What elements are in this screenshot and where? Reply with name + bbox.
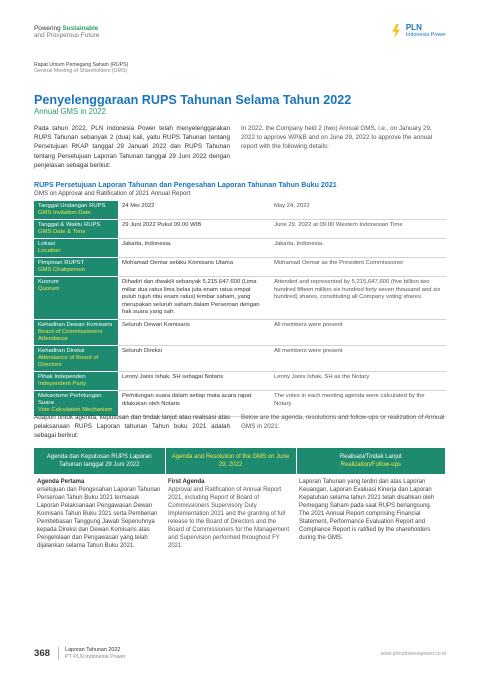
agenda-header-col3-en: Realization/Follow-ups (340, 462, 401, 468)
agenda-header-col3 (296, 448, 446, 474)
footer-url[interactable]: www.plnindonesiapower.co.id (380, 651, 446, 657)
detail-label-id: Kuorum (38, 279, 59, 285)
detail-label-en: Quorum (38, 286, 60, 292)
agenda-text-id: ersetujuan dan Pengesahan Laporan Tahunan Perseroan Tahun Buku 2021 termasuk Laporan Pelaksanaan Pengawasan Dewan Komisaris Tahun Buku 2021 serta Pemberian Pembebasan Tanggung Jawab Sepenuhnya kepada Direksi dan Dewan Komisaris atas Pengelolaan dan Pengawasan yang telah dijalankan selama Tahun Buku 2021. (37, 487, 161, 549)
detail-label-id: Tanggal Undangan RUPS (38, 203, 106, 209)
agenda-header-col2: Agenda and Resolution of the GMS on June 29, 2022 (165, 448, 296, 474)
detail-label-id: Mekanisme Perhitungan Suara (38, 392, 102, 406)
intro-text-id: Pada tahun 2022, PLN Indonesia Power telah menyelenggarakan RUPS Tahunan sebanyak 2 (dua) kali, yaitu RUPS Tahunan tentang Persetujuan RKAP tanggal 29 Januari 2022 dan RUPS Tahunan tentang Persetujuan Laporan Tahunan tanggal 29 Juni 2022 dengan penjelasan sebagai berikut: (34, 125, 230, 169)
tagline-prefix: Powering (34, 25, 63, 32)
detail-value-en: Attended and represented by 5,215,647,600 (five billion two hundred fifteen million six hundred forty seven thousand and six hundred) shares, constituting all Company voting shares. (270, 277, 446, 320)
detail-label-en: Location (38, 248, 61, 254)
agenda-intro-en: Below are the agenda, resolutions and follow-ups or realization of Annual GMS in 2021: (241, 414, 445, 431)
logo-sub: Indonesia Power (405, 32, 446, 38)
gms-details-table (34, 201, 446, 417)
detail-row (34, 319, 446, 345)
detail-value-en: Mohamad Oemar as the President Commissioner (270, 258, 446, 277)
detail-label (34, 371, 118, 390)
detail-value-en: All members were present (270, 345, 446, 371)
detail-label-id: Lokasi (38, 241, 56, 247)
detail-value-en: Lenny Janis Ishak, SH as the Notary (270, 371, 446, 390)
logo-name: PLN (405, 23, 422, 32)
breadcrumb-id: Rapat Umum Pemegang Saham (RUPS) (34, 62, 129, 68)
detail-label-en: GMS Date & Time (38, 229, 86, 235)
detail-row (34, 345, 446, 371)
detail-label-id: Kehadiran Direksi (38, 347, 85, 354)
page-footer (34, 647, 125, 660)
detail-label (34, 345, 118, 371)
agenda-text-en: Approval and Ratification of Annual Report 2021, including Report of Board of Commissioners Supervisory Duty Implementation 2021 and the granting of full release to the Board of Directors and the Board of Commissioners for the Management and Supervision performed throughout FY 2021 (168, 487, 290, 549)
agenda-cell-id (34, 474, 165, 554)
detail-label (34, 239, 118, 258)
detail-value-en: The votes in each meeting agenda were calculated by the Notary (270, 390, 446, 416)
detail-label-id: Pimpinan RUPST (38, 260, 85, 266)
detail-label (34, 277, 118, 320)
detail-row (34, 258, 446, 277)
detail-label-en: Independent Party (38, 380, 87, 387)
agenda-cell-realization: Laporan Tahunan yang terdiri dari atas Laporan Keuangan, Laporan Evaluasi Kinerja dan Laporan Kepatuhan selama tahun 2021 telah disahkan oleh Pemegang Saham pada saat RUPS berlangsung. The 2021 Annual Report comprising Financial Statement, Performance Evaluation Report and Compliance Report is ratified by the shareholders during the GMS. (299, 479, 435, 541)
page-subtitle: Annual GMS in 2022 (34, 107, 106, 116)
breadcrumb-en: General Meeting of Shareholders (GMS) (34, 68, 128, 75)
detail-label-id: Kehadiran Dewan Komisaris (38, 321, 113, 328)
agenda-heading-en: First Agenda (168, 479, 205, 485)
agenda-intro-id: Adapun untuk agenda, keputusan dan tindak lanjut atau realisasi atas pelaksanaan RUPS Laporan tahunan Tahun buku 2021 adalah sebagai berikut: (34, 414, 230, 440)
footer-book-title: Laporan Tahunan 2022 (65, 647, 121, 654)
detail-value-en: June 29, 2022 at 09.00 Western Indonesian Time (270, 220, 446, 239)
agenda-heading-id: Agenda Pertama (37, 479, 85, 485)
detail-value-en: May 24, 2022 (270, 201, 446, 220)
detail-label (34, 319, 118, 345)
agenda-cell-en (165, 474, 296, 554)
agenda-row (34, 474, 446, 554)
detail-label-en: GMS Chairperson (38, 267, 86, 273)
detail-label-en: Board of Commissioners Attendance (38, 328, 103, 342)
agenda-header-row (34, 448, 446, 474)
detail-label-en: GMS Invitation Date (38, 210, 91, 216)
detail-value-id: 24 Mei 2022 (118, 201, 270, 220)
page-title: Penyelenggaraan RUPS Tahunan Selama Tahun 2022 (34, 93, 352, 107)
detail-label-en: Vote Calculation Mechanism (38, 406, 113, 413)
detail-row (34, 201, 446, 220)
detail-value-id: Dihadiri dan diwakili sebanyak 5.215.647.600 (Lima miliar dua ratus lima belas juta enam ratus empat puluh tujuh ribu enam ratus) lembar saham, yang merupakan seluruh saham dalam Perseroan dengan hak suara yang sah. (118, 277, 270, 320)
footer-company: PT PLN Indonesia Power (65, 653, 126, 660)
detail-label (34, 258, 118, 277)
company-logo (390, 24, 446, 38)
agenda-table (34, 448, 446, 554)
detail-value-id: 29 Juni 2022 Pukul 09.00 WIB (118, 220, 270, 239)
detail-value-id: Jakarta, Indonesia. (118, 239, 270, 258)
agenda-header-col1: Agenda dan Keputusan RUPS Laporan Tahunan tanggal 29 Juni 2022 (34, 448, 165, 474)
detail-value-en: All members were present (270, 319, 446, 345)
breadcrumb (34, 62, 128, 74)
detail-row (34, 220, 446, 239)
tagline-line2: and Prosperous Future (34, 32, 100, 40)
detail-label (34, 201, 118, 220)
detail-value-en: Jakarta, Indonesia. (270, 239, 446, 258)
detail-value-id: Lenny Janis Ishak, SH sebagai Notaris (118, 371, 270, 390)
detail-label-en: Attendance of Board of Directors (38, 354, 99, 368)
detail-label-id: Pihak Independen (38, 373, 86, 380)
header-tagline (34, 25, 99, 40)
detail-row (34, 277, 446, 320)
detail-label (34, 220, 118, 239)
section-subtitle: GMS on Approval and Ratification of 2021 Annual Report (34, 190, 191, 197)
footer-divider (58, 647, 59, 660)
page-number: 368 (34, 648, 51, 659)
section-title: RUPS Persetujuan Laporan Tahunan dan Pengesahan Laporan Tahunan Tahun Buku 2021 (34, 181, 337, 189)
intro-text-en: In 2022, the Company held 2 (two) Annual GMS, i.e., on January 29, 2022 to approve WP&B and on June 29, 2022 to approve the annual report with the following details: (241, 125, 433, 151)
detail-value-id: Perhitungan suara dalam setiap mata acara rapat dilakukan oleh Notaris (118, 390, 270, 416)
detail-label-id: Tanggal & Waktu RUPS (38, 222, 101, 228)
detail-value-id: Seluruh Dewan Komisaris (118, 319, 270, 345)
detail-row (34, 239, 446, 258)
lightning-logo-icon (390, 24, 402, 38)
detail-value-id: Mohamad Oemar selaku Komisaris Utama (118, 258, 270, 277)
tagline-accent: Sustainable (62, 25, 99, 32)
detail-row (34, 371, 446, 390)
detail-value-id: Seluruh Direksi (118, 345, 270, 371)
agenda-header-col3-id: Realisasi/Tindak Lanjut (339, 454, 402, 460)
